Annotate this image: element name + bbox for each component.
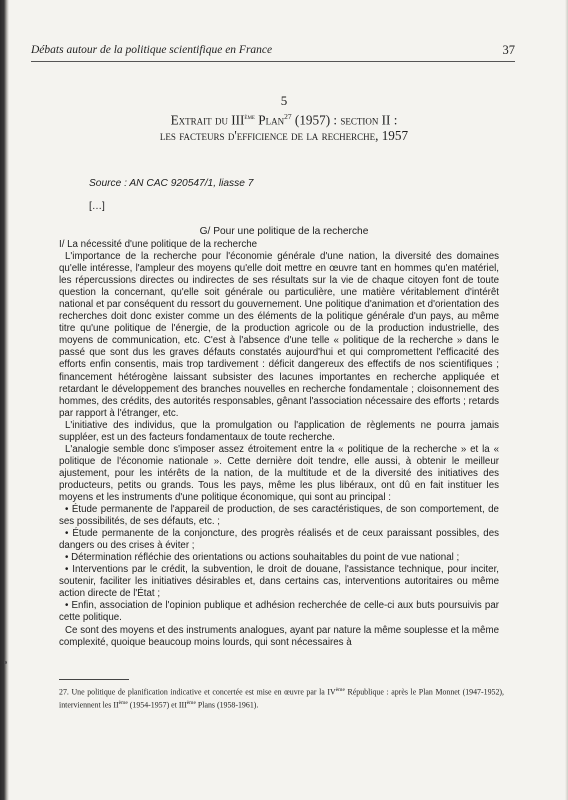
document-title-line-2: les facteurs d'efficience de la recherche, 1957 [159,128,409,144]
footnote-text-2: République : après le Plan Monnet (1947-1952), interviennent les II [59,687,505,710]
list-item: • Interventions par le crédit, la subvention, le droit de douane, l'assistance technique, pour inciter, soutenir, faciliter les initiatives désirables et, dans certains cas, interventions autoritaires ou même action directe de l'État ; [59,564,499,600]
footnote-sup-3: ème [186,699,196,706]
paragraph-1: L'importance de la recherche pour l'économie générale d'une nation, la diversité des domaines qu'elle intéresse, l'ampleur des moyens qu'elle doit mettre en œuvre tant en hommes qu'en matériel, les répercussions directes ou indirectes de ses résultats sur la vie de chaque citoyen font de toute question la concernant, qu'elle soit générale ou particulière, une matière véritablement d'intérêt national et par conséquent du ressort du gouvernement. Une politique d'animation et d'orientation des recherches doit donc exister comme un des éléments de la politique générale d'un pays, au même titre qu'une politique de l'énergie, de la production agricole ou de la production industrielle, des moyens de communication, etc. C'est à l'absence d'une telle « politique de la recherche » dans le passé que sont dus les graves défauts constatés aujourd'hui et qui compromettent l'efficacité des efforts enfin consentis, mais trop tardivement : déficit dangereux des effectifs de nos scientifiques ; financement hétérogène laissant subsister des lacunes importantes en recherche appliquée et retardant le développement des branches nouvelles en recherche fondamentale ; cloisonnement des hommes, des crédits, des autorités responsables, gênant l'association nécessaire des efforts ; retards par rapport à l'étranger, etc. [59,251,499,419]
margin-mark [4,661,7,664]
paragraph-closing: Ce sont des moyens et des instruments analogues, ayant par nature la même souplesse et la même complexité, quoique beaucoup moins lourds, qui sont nécessaires à [59,624,499,648]
footnote-rule [59,679,129,680]
page-number: 37 [502,43,515,57]
running-head: Débats autour de la politique scientifique en France [31,44,273,56]
list-item: • Enfin, association de l'opinion publique et adhésion recherchée de celle-ci aux buts poursuivis par cette politique. [59,600,499,624]
list-item: • Étude permanente de la conjoncture, des progrès réalisés et de ceux paraissant possibles, des dangers ou des crises à éviter ; [59,528,499,552]
scan-edge-left [0,0,9,800]
footnote-sup-1: ème [335,687,345,693]
subheading: I/ La nécessité d'une politique de la recherche [59,239,258,250]
paragraph-2: L'initiative des individus, que la promulgation ou l'application de règlements ne pourra jamais suppléer, est un des facteurs fondamentaux de toute recherche. [59,419,499,443]
document-title-line-1 [30,109,538,128]
document-number: 5 [280,93,288,108]
omission-mark: […] [89,201,105,212]
footnote-text-1: 27. Une politique de planification indicative et concertée est mise en œuvre par la IV [59,687,336,697]
title-text-1: Extrait du III [170,112,245,128]
paragraph-3: L'analogie semble donc s'imposer assez étroitement entre la « politique de la recherche » et la « politique de l'économie nationale ». Cette dernière doit tendre, elle aussi, à obtenir le meilleur ajustement, pour les intérêts de la nation, de la multitude et de la diversité des initiatives des producteurs, petits ou grands. Tous les pays, même les plus libéraux, ont dû en fait instituer les moyens et les instruments d'une politique économique, qui sont au principal : [59,443,499,503]
list-item: • Détermination réfléchie des orientations ou actions souhaitables du point de vue national ; [65,552,460,564]
section-heading: G/ Pour une politique de la recherche [199,226,369,237]
list-item: • Étude permanente de l'appareil de production, de ses caractéristiques, de son comportement, de ses possibilités, de ses défauts, etc. ; [59,504,499,528]
source-citation: Source : AN CAC 920547/1, liasse 7 [89,178,254,189]
footnote-27 [59,685,504,710]
footnote-ref-27: 27 [284,112,292,121]
body-text [59,239,499,649]
header-rule [31,61,515,62]
title-text-2: Plan [254,112,285,128]
footnote-sup-2: ème [118,699,128,706]
document-title [30,109,538,144]
title-sup-1: ème [244,112,255,121]
footnote-text-4: Plans (1958-1961). [195,700,259,710]
footnote-text-3: (1954-1957) et III [127,700,187,710]
title-text-3: (1957) : section II : [291,112,398,128]
